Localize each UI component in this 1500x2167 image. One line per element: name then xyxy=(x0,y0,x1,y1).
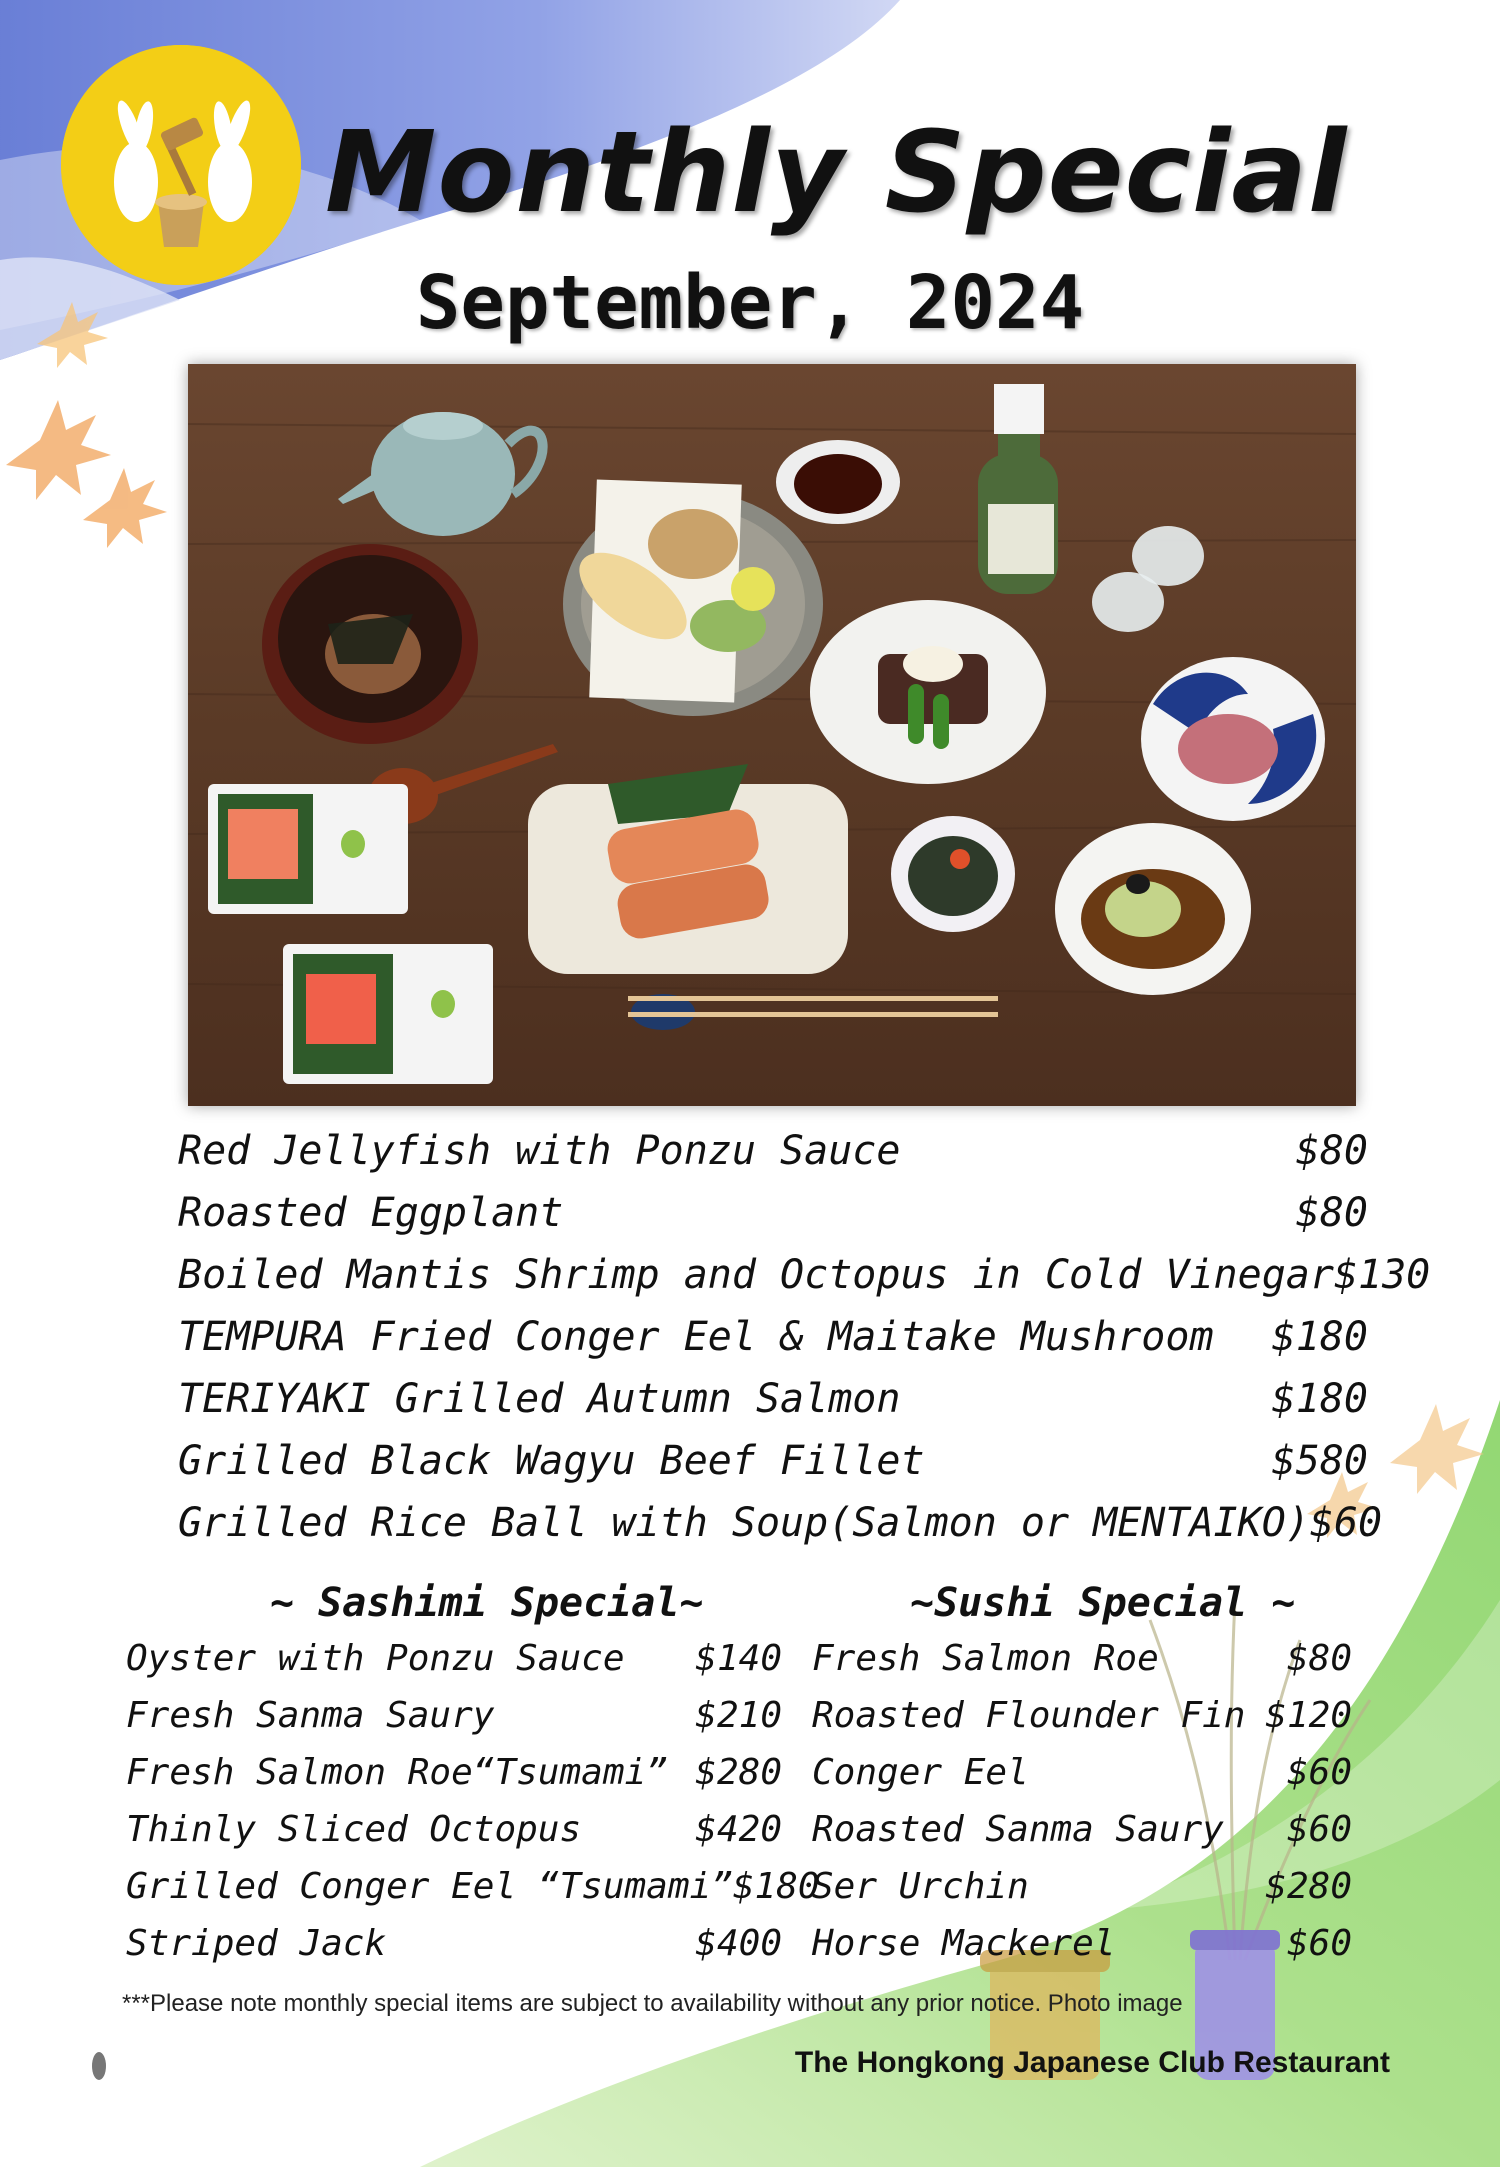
sushi-special-heading: ~Sushi Special ~ xyxy=(910,1580,1296,1626)
list-item xyxy=(126,1923,782,1980)
menu-item-price: $180 xyxy=(1271,1376,1368,1422)
menu-item-price: $130 xyxy=(1333,1252,1431,1298)
sushi-item-name: Horse Mackerel xyxy=(812,1923,1116,1964)
list-item xyxy=(178,1190,1368,1252)
sushi-item-name: Roasted Sanma Saury xyxy=(812,1809,1224,1850)
list-item xyxy=(126,1638,782,1695)
sashimi-item-price: $210 xyxy=(695,1695,782,1736)
availability-note: ***Please note monthly special items are subject to availability without any prior notice. Photo image xyxy=(122,1990,1183,2017)
list-item xyxy=(178,1314,1368,1376)
list-item xyxy=(812,1923,1352,1980)
sashimi-item-name: Oyster with Ponzu Sauce xyxy=(126,1638,625,1679)
menu-item-name: Red Jellyfish with Ponzu Sauce xyxy=(178,1128,901,1174)
list-item xyxy=(812,1866,1352,1923)
main-menu-list xyxy=(178,1128,1431,1562)
menu-item-price: $60 xyxy=(1309,1500,1383,1546)
menu-item-name: Grilled Rice Ball with Soup(Salmon or MENTAIKO) xyxy=(178,1500,1310,1546)
sushi-item-price: $60 xyxy=(1286,1752,1352,1793)
list-item xyxy=(812,1638,1352,1695)
sushi-item-name: Ser Urchin xyxy=(812,1866,1029,1907)
list-item xyxy=(178,1376,1368,1438)
menu-item-price: $180 xyxy=(1271,1314,1368,1360)
sashimi-item-name: Thinly Sliced Octopus xyxy=(126,1809,582,1850)
list-item xyxy=(178,1128,1368,1190)
list-item xyxy=(126,1695,782,1752)
list-item xyxy=(178,1500,1383,1562)
sashimi-item-name: Fresh Sanma Saury xyxy=(126,1695,495,1736)
menu-item-price: $580 xyxy=(1271,1438,1368,1484)
sushi-item-name: Roasted Flounder Fin xyxy=(812,1695,1246,1736)
list-item xyxy=(812,1695,1352,1752)
sashimi-item-name: Grilled Conger Eel “Tsumami” xyxy=(126,1866,733,1907)
sushi-item-price: $280 xyxy=(1265,1866,1352,1907)
menu-item-name: Boiled Mantis Shrimp and Octopus in Cold Vinegar xyxy=(178,1252,1334,1298)
sashimi-item-price: $400 xyxy=(695,1923,782,1964)
menu-item-price: $80 xyxy=(1295,1128,1368,1174)
sashimi-item-name: Striped Jack xyxy=(126,1923,387,1964)
menu-item-price: $80 xyxy=(1295,1190,1368,1236)
page-title: Monthly Special xyxy=(325,108,1348,238)
sashimi-special-list xyxy=(126,1638,820,1980)
list-item xyxy=(126,1809,782,1866)
menu-item-name: Grilled Black Wagyu Beef Fillet xyxy=(178,1438,925,1484)
sushi-item-name: Conger Eel xyxy=(812,1752,1029,1793)
sushi-item-price: $80 xyxy=(1286,1638,1352,1679)
sushi-item-price: $120 xyxy=(1265,1695,1352,1736)
restaurant-name-footer: The Hongkong Japanese Club Restaurant xyxy=(794,2046,1390,2079)
list-item xyxy=(178,1252,1431,1314)
sashimi-item-price: $140 xyxy=(695,1638,782,1679)
menu-item-name: TERIYAKI Grilled Autumn Salmon xyxy=(178,1376,901,1422)
sashimi-item-name: Fresh Salmon Roe“Tsumami” xyxy=(126,1752,668,1793)
sushi-item-name: Fresh Salmon Roe xyxy=(812,1638,1159,1679)
page-subtitle-date: September, 2024 xyxy=(415,260,1085,346)
sushi-item-price: $60 xyxy=(1286,1809,1352,1850)
sushi-special-list xyxy=(812,1638,1352,1980)
sashimi-item-price: $180 xyxy=(732,1866,820,1907)
food-spread-photo xyxy=(188,364,1356,1106)
sashimi-item-price: $420 xyxy=(695,1809,782,1850)
list-item xyxy=(126,1752,782,1809)
menu-item-name: Roasted Eggplant xyxy=(178,1190,564,1236)
moon-rabbits-mochi-icon xyxy=(58,42,304,288)
sushi-item-price: $60 xyxy=(1286,1923,1352,1964)
list-item xyxy=(178,1438,1368,1500)
menu-item-name: TEMPURA Fried Conger Eel & Maitake Mushroom xyxy=(178,1314,1214,1360)
list-item xyxy=(126,1866,820,1923)
list-item xyxy=(812,1752,1352,1809)
sashimi-item-price: $280 xyxy=(695,1752,782,1793)
sashimi-special-heading: ~ Sashimi Special~ xyxy=(270,1580,704,1626)
page-marker-dot xyxy=(92,2052,106,2080)
list-item xyxy=(812,1809,1352,1866)
